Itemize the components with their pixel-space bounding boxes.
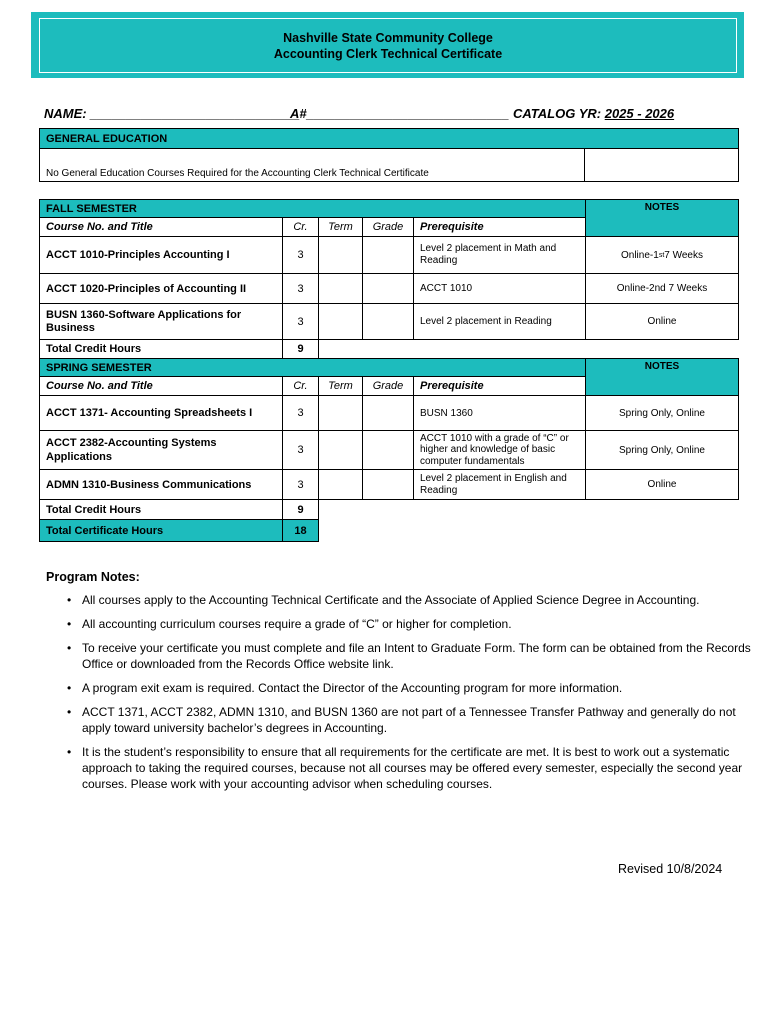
fall-col-cr: Cr.: [282, 217, 319, 237]
catalog-year: [513, 106, 674, 121]
course-credits: 3: [282, 303, 319, 340]
course-prereq: BUSN 1360: [413, 395, 586, 431]
fall-notes-header: NOTES: [585, 199, 739, 237]
general-education-header: GENERAL EDUCATION: [39, 128, 739, 149]
program-notes-list: [46, 592, 762, 800]
spring-col-prereq: Prerequisite: [413, 376, 586, 396]
name-field[interactable]: NAME: _____________________________: [44, 106, 300, 121]
course-term[interactable]: [318, 469, 363, 500]
course-notes: Online: [585, 469, 739, 500]
fall-total-label: Total Credit Hours: [39, 339, 283, 359]
course-grade[interactable]: [362, 469, 414, 500]
notes-tail: 7 Weeks: [664, 249, 703, 261]
course-prereq: ACCT 1010: [413, 273, 586, 304]
college-name: Nashville State Community College: [283, 30, 493, 45]
course-grade[interactable]: [362, 236, 414, 274]
spring-col-course: Course No. and Title: [39, 376, 283, 396]
fall-col-course: Course No. and Title: [39, 217, 283, 237]
spring-semester-header: SPRING SEMESTER: [39, 358, 586, 377]
fall-col-grade: Grade: [362, 217, 414, 237]
course-grade[interactable]: [362, 430, 414, 470]
catalog-year-value: 2025 - 2026: [604, 106, 675, 121]
spring-col-term: Term: [318, 376, 363, 396]
course-prereq: Level 2 placement in Math and Reading: [413, 236, 586, 274]
course-title: ADMN 1310-Business Communications: [39, 469, 283, 500]
course-credits: 3: [282, 236, 319, 274]
course-notes: Spring Only, Online: [585, 395, 739, 431]
program-note-item: • A program exit exam is required. Contact the Director of the Accounting program for more information.: [82, 680, 762, 696]
general-education-text: No General Education Courses Required for the Accounting Clerk Technical Certificate: [46, 168, 429, 179]
spring-notes-header: NOTES: [585, 358, 739, 396]
spring-col-grade: Grade: [362, 376, 414, 396]
course-title: ACCT 1020-Principles of Accounting II: [39, 273, 283, 304]
course-term[interactable]: [318, 273, 363, 304]
course-title: ACCT 2382-Accounting Systems Applications: [39, 430, 283, 470]
spring-total-value: 9: [282, 499, 319, 520]
course-title: ACCT 1371- Accounting Spreadsheets I: [39, 395, 283, 431]
course-prereq: Level 2 placement in Reading: [413, 303, 586, 340]
course-credits: 3: [282, 273, 319, 304]
general-education-box: [39, 148, 585, 182]
course-credits: 3: [282, 430, 319, 470]
notes-superscript: st: [658, 251, 665, 259]
program-notes-title: Program Notes:: [46, 570, 140, 584]
course-term[interactable]: [318, 395, 363, 431]
course-grade[interactable]: [362, 303, 414, 340]
catalog-label: CATALOG YR:: [513, 106, 605, 121]
course-title: BUSN 1360-Software Applications for Business: [39, 303, 283, 340]
certificate-total-label: Total Certificate Hours: [39, 519, 283, 542]
course-term[interactable]: [318, 236, 363, 274]
course-term[interactable]: [318, 303, 363, 340]
fall-col-prereq: Prerequisite: [413, 217, 586, 237]
course-title: ACCT 1010-Principles Accounting I: [39, 236, 283, 274]
program-note-item: • It is the student’s responsibility to ensure that all requirements for the certificate are met. It is best to work out a systematic approach to taking the required courses, because not all courses may be offered every semester, especially the second year courses. Please work with your accounting advisor when scheduling courses.: [82, 744, 762, 792]
program-note-item: • To receive your certificate you must complete and file an Intent to Graduate Form. The form can be obtained from the Records Office or downloaded from the Records Office website link.: [82, 640, 762, 672]
program-note-item: • All courses apply to the Accounting Technical Certificate and the Associate of Applied Science Degree in Accounting.: [82, 592, 762, 608]
fall-col-term: Term: [318, 217, 363, 237]
certificate-total-value: 18: [282, 519, 319, 542]
spring-total-label: Total Credit Hours: [39, 499, 283, 520]
fall-semester-header: FALL SEMESTER: [39, 199, 586, 218]
course-notes: Spring Only, Online: [585, 430, 739, 470]
course-term[interactable]: [318, 430, 363, 470]
program-name: Accounting Clerk Technical Certificate: [273, 46, 503, 61]
id-field[interactable]: A#____________________________: [290, 106, 510, 121]
course-grade[interactable]: [362, 273, 414, 304]
course-credits: 3: [282, 469, 319, 500]
spring-col-cr: Cr.: [282, 376, 319, 396]
course-notes: Online: [585, 303, 739, 340]
revised-date: Revised 10/8/2024: [618, 862, 723, 876]
notes-text: Online-1: [621, 249, 659, 261]
course-grade[interactable]: [362, 395, 414, 431]
course-credits: 3: [282, 395, 319, 431]
program-note-item: • All accounting curriculum courses require a grade of “C” or higher for completion.: [82, 616, 762, 632]
course-notes: [585, 236, 739, 274]
course-prereq: ACCT 1010 with a grade of “C” or higher and knowledge of basic computer fundamentals: [413, 430, 586, 470]
course-notes: Online-2nd 7 Weeks: [585, 273, 739, 304]
program-note-item: • ACCT 1371, ACCT 2382, ADMN 1310, and BUSN 1360 are not part of a Tennessee Transfer Pathway and generally do not apply toward university bachelor’s degrees in Accounting.: [82, 704, 762, 736]
general-education-notes: [584, 148, 739, 182]
header-title-box: [39, 18, 737, 73]
course-prereq: Level 2 placement in English and Reading: [413, 469, 586, 500]
fall-total-value: 9: [282, 339, 319, 359]
